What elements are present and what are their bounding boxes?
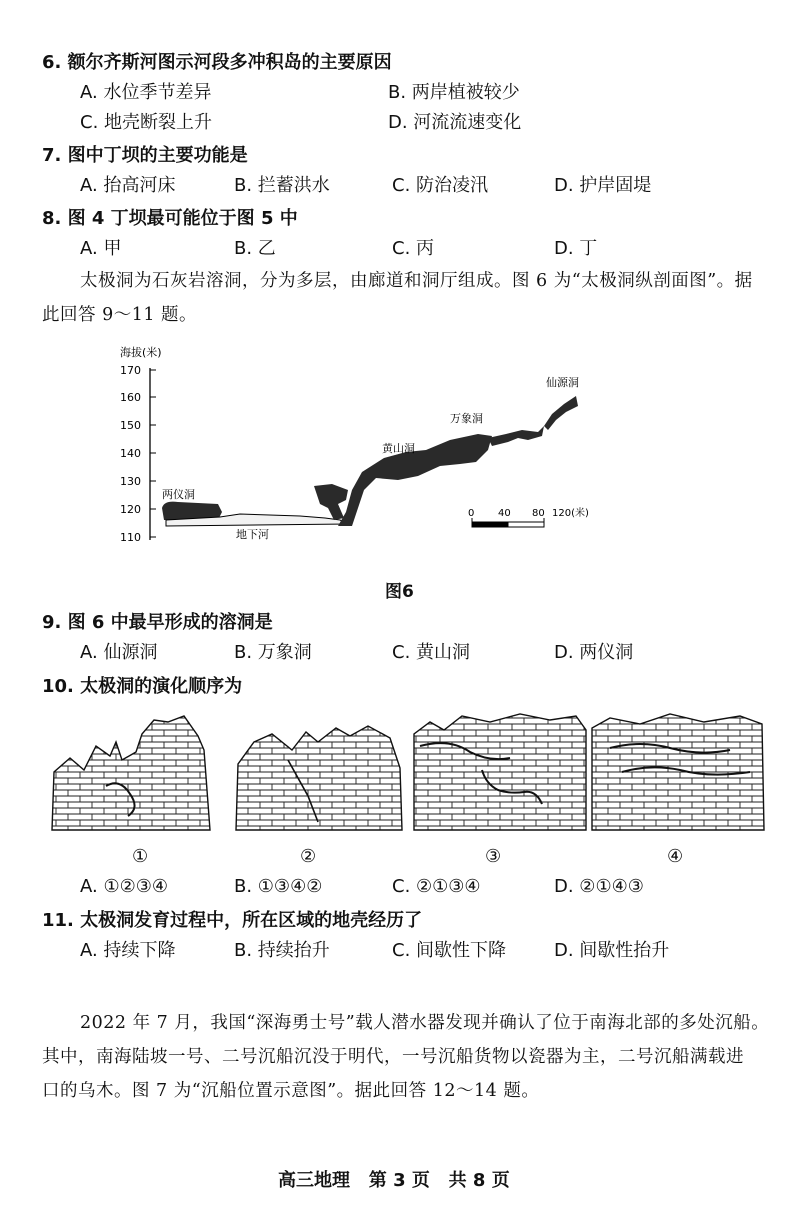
q7-stem: 7. 图中丁坝的主要功能是 [42, 145, 248, 166]
q8-option-c: C. 丙 [392, 238, 435, 259]
wanxiang-cave-shape [488, 426, 544, 446]
intro2-line1: 2022 年 7 月，我国“深海勇士号”载人潜水器发现并确认了位于南海北部的多处沉船。 [80, 1013, 770, 1033]
q8-option-b: B. 乙 [234, 238, 276, 259]
intro2-line3: 口的乌木。图 7 为“沉船位置示意图”。据此回答 12～14 题。 [42, 1081, 540, 1101]
q7-option-c: C. 防治凌汛 [392, 175, 489, 196]
scale-tick-80: 80 [532, 508, 545, 519]
q6-stem: 6. 额尔齐斯河图示河段多冲积岛的主要原因 [42, 52, 392, 73]
panel-1-label: ① [132, 846, 149, 867]
q8-option-d: D. 丁 [554, 238, 598, 259]
panel-4-diagram [592, 714, 764, 830]
page-footer: 高三地理 第 3 页 共 8 页 [278, 1170, 510, 1191]
q11-option-a: A. 持续下降 [80, 940, 176, 961]
q9-option-a: A. 仙源洞 [80, 642, 158, 663]
q9-option-c: C. 黄山洞 [392, 642, 471, 663]
y-tick-130: 130 [120, 475, 141, 488]
figure-6-caption: 图6 [385, 582, 414, 602]
panel-3-diagram [414, 714, 586, 830]
q11-option-d: D. 间歇性抬升 [554, 940, 670, 961]
scale-bar [472, 518, 544, 527]
panel-2-label: ② [300, 846, 317, 867]
q6-option-d: D. 河流流速变化 [388, 112, 522, 133]
q7-option-a: A. 抬高河床 [80, 175, 176, 196]
y-axis-label: 海拔(米) [120, 346, 162, 359]
q6-option-a: A. 水位季节差异 [80, 82, 212, 103]
y-tick-110: 110 [120, 531, 141, 544]
q11-option-c: C. 间歇性下降 [392, 940, 507, 961]
y-tick-160: 160 [120, 391, 141, 404]
xianyuan-cave-label: 仙源洞 [546, 376, 579, 389]
y-tick-120: 120 [120, 503, 141, 516]
wanxiang-cave-label: 万象洞 [450, 412, 483, 425]
huangshan-cave-label: 黄山洞 [382, 442, 415, 455]
scale-tick-0: 0 [468, 508, 475, 519]
q7-option-b: B. 拦蓄洪水 [234, 175, 330, 196]
panel-1-diagram [52, 716, 210, 830]
q7-option-d: D. 护岸固堤 [554, 175, 652, 196]
y-tick-150: 150 [120, 419, 141, 432]
q10-option-a: A. ①②③④ [80, 876, 168, 897]
q6-option-b: B. 两岸植被较少 [388, 82, 520, 103]
q10-option-d: D. ②①④③ [554, 876, 644, 897]
scale-tick-120: 120(米) [552, 508, 589, 519]
scale-tick-40: 40 [498, 508, 511, 519]
panel-3-label: ③ [485, 846, 502, 867]
y-axis-ticks [150, 370, 156, 537]
q9-option-d: D. 两仪洞 [554, 642, 634, 663]
intro-paragraph-line1: 太极洞为石灰岩溶洞，分为多层，由廊道和洞厅组成。图 6 为“太极洞纵剖面图”。据 [80, 271, 753, 291]
q10-evolution-panels [50, 712, 770, 838]
q9-option-b: B. 万象洞 [234, 642, 312, 663]
q10-option-b: B. ①③④② [234, 876, 323, 897]
panel-4-label: ④ [667, 846, 684, 867]
underground-river-label: 地下河 [236, 528, 269, 541]
q11-stem: 11. 太极洞发育过程中，所在区域的地壳经历了 [42, 910, 423, 931]
shaft-cave-shape [314, 484, 348, 520]
q8-option-a: A. 甲 [80, 238, 122, 259]
intro2-line2: 其中，南海陆坡一号、二号沉船沉没于明代，一号沉船货物以瓷器为主，二号沉船满载进 [42, 1047, 744, 1067]
y-tick-140: 140 [120, 447, 141, 460]
y-tick-170: 170 [120, 364, 141, 377]
liangyi-cave-label: 两仪洞 [162, 488, 195, 501]
q9-stem: 9. 图 6 中最早形成的溶洞是 [42, 612, 273, 633]
q11-option-b: B. 持续抬升 [234, 940, 330, 961]
q6-option-c: C. 地壳断裂上升 [80, 112, 213, 133]
figure-6-cave-profile [100, 340, 600, 550]
xianyuan-cave-shape [544, 396, 578, 430]
q10-stem: 10. 太极洞的演化顺序为 [42, 676, 243, 697]
q8-stem: 8. 图 4 丁坝最可能位于图 5 中 [42, 208, 298, 229]
intro-paragraph-line2: 此回答 9～11 题。 [42, 305, 198, 325]
q10-option-c: C. ②①③④ [392, 876, 481, 897]
panel-2-diagram [236, 726, 402, 830]
